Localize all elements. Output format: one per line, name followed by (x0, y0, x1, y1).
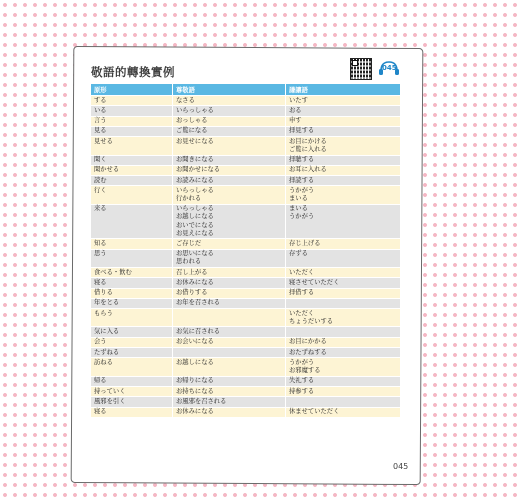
humble-form-cell (286, 137, 401, 155)
cell-text: もらう (94, 309, 113, 317)
plain-form-cell (91, 267, 173, 277)
humble-form-cell (286, 239, 401, 249)
cell-text: 拝読する (289, 176, 315, 184)
plain-form-cell (91, 327, 173, 337)
cell-text: たずねる (94, 348, 120, 356)
cell-text: 訪ねる (94, 358, 113, 366)
plain-form-cell (91, 397, 173, 407)
cell-text: お目にかかる (289, 338, 327, 346)
table-row (91, 298, 401, 308)
respectful-form-cell (173, 337, 286, 347)
cell-text: うかがう (289, 358, 315, 366)
respectful-form-cell (173, 176, 286, 186)
cell-text: まいる (289, 195, 308, 203)
cell-text: 気に入る (94, 328, 120, 336)
plain-form-cell (91, 239, 173, 249)
cell-text: お聞かせになる (176, 166, 221, 174)
plain-form-cell (91, 155, 173, 165)
respectful-form-cell (173, 137, 286, 155)
cell-text: いたす (289, 96, 308, 104)
respectful-form-cell (173, 165, 286, 175)
cell-text: お年を召される (176, 299, 221, 307)
cell-text: お風邪を召される (176, 397, 227, 405)
humble-form-cell (286, 176, 401, 186)
cell-text: する (94, 96, 107, 104)
plain-form-cell (91, 337, 173, 347)
table-row (91, 96, 401, 106)
table-row (91, 327, 401, 337)
cell-text: お休みになる (176, 408, 214, 416)
cell-text: お持ちになる (176, 387, 214, 395)
cell-text: お休みになる (176, 278, 214, 286)
cell-text: お思いになる (176, 250, 214, 258)
cell-text: おる (289, 106, 302, 114)
cell-text: 拝借する (289, 289, 315, 297)
respectful-form-cell (173, 407, 286, 417)
cell-text: お邪魔する (289, 366, 321, 374)
cell-text: おっしゃる (176, 117, 208, 125)
respectful-form-cell (173, 204, 286, 239)
cell-text: ちょうだいする (289, 317, 334, 325)
table-row (91, 176, 401, 186)
cell-text: いらっしゃる (176, 205, 214, 213)
plain-form-cell (91, 96, 173, 106)
humble-form-cell (286, 278, 401, 288)
cell-text: ご覧になる (176, 127, 208, 135)
header-humble-form: 謙讓語 (286, 84, 401, 96)
respectful-form-cell (173, 358, 286, 376)
cell-text: 拝見する (289, 127, 315, 135)
cell-text: 知る (94, 239, 107, 247)
cell-text: 読む (94, 176, 107, 184)
respectful-form-cell (173, 397, 286, 407)
humble-form-cell (286, 116, 401, 126)
humble-form-cell (286, 298, 401, 308)
respectful-form-cell (173, 386, 286, 396)
cell-text: 言う (94, 117, 107, 125)
cell-text: 持っていく (94, 387, 126, 395)
cell-text: いただく (289, 309, 315, 317)
humble-form-cell (286, 155, 401, 165)
plain-form-cell (91, 165, 173, 175)
humble-form-cell (286, 96, 401, 106)
cell-text: お越しになる (176, 213, 214, 221)
plain-form-cell (91, 204, 173, 239)
humble-form-cell (286, 288, 401, 298)
humble-form-cell (286, 126, 401, 136)
cell-text: 失礼する (289, 377, 315, 385)
humble-form-cell (286, 397, 401, 407)
humble-form-cell (286, 358, 401, 376)
plain-form-cell (91, 116, 173, 126)
audio-track-number: 045 (382, 64, 397, 72)
cell-text: 会う (94, 338, 107, 346)
humble-form-cell (286, 309, 401, 327)
humble-form-cell (286, 376, 401, 386)
plain-form-cell (91, 298, 173, 308)
cell-text: 行く (94, 186, 107, 194)
respectful-form-cell (173, 106, 286, 116)
table-row (91, 397, 401, 407)
humble-form-cell (286, 186, 401, 204)
cell-text: いる (94, 106, 107, 114)
cell-text: おたずねする (289, 348, 327, 356)
respectful-form-cell (173, 288, 286, 298)
table-row (91, 386, 401, 396)
cell-text: お気に召される (176, 328, 221, 336)
humble-form-cell (286, 267, 401, 277)
plain-form-cell (91, 126, 173, 136)
plain-form-cell (91, 176, 173, 186)
respectful-form-cell (173, 348, 286, 358)
respectful-form-cell (173, 298, 286, 308)
cell-text: お越しになる (176, 358, 214, 366)
cell-text: お見えになる (176, 229, 214, 237)
respectful-form-cell (173, 249, 286, 267)
cell-text: お読みになる (176, 176, 214, 184)
cell-text: いただく (289, 268, 315, 276)
respectful-form-cell (173, 376, 286, 386)
respectful-form-cell (173, 239, 286, 249)
cell-text: 風邪を引く (94, 397, 126, 405)
cell-text: お帰りになる (176, 377, 214, 385)
cell-text: 見る (94, 127, 107, 135)
cell-text: 思われる (176, 258, 202, 266)
qr-code-icon[interactable] (350, 58, 372, 80)
table-row (91, 267, 401, 277)
humble-form-cell (286, 348, 401, 358)
plain-form-cell (91, 249, 173, 267)
table-row (91, 337, 401, 347)
table-row (91, 186, 401, 204)
cell-text: 拝聴する (289, 156, 315, 164)
plain-form-cell (91, 106, 173, 116)
respectful-form-cell (173, 96, 286, 106)
table-row (91, 106, 401, 116)
plain-form-cell (91, 186, 173, 204)
cell-text: なさる (176, 96, 195, 104)
table-row (91, 376, 401, 386)
table-row (91, 155, 401, 165)
cell-text: 行かれる (176, 195, 202, 203)
cell-text: 持参する (289, 387, 315, 395)
cell-text: まいる (289, 205, 308, 213)
cell-text: 休ませていただく (289, 408, 340, 416)
respectful-form-cell (173, 267, 286, 277)
humble-form-cell (286, 327, 401, 337)
respectful-form-cell (173, 116, 286, 126)
table-row (91, 309, 401, 327)
page-title: 敬語的轉換實例 (91, 65, 175, 79)
cell-text: うかがう (289, 213, 315, 221)
respectful-form-cell (173, 327, 286, 337)
header-plain-form: 原形 (91, 84, 173, 96)
keigo-table (90, 83, 401, 418)
humble-form-cell (286, 386, 401, 396)
cell-text: うかがう (289, 186, 315, 194)
plain-form-cell (91, 137, 173, 155)
cell-text: 存じ上げる (289, 239, 321, 247)
page-number: 045 (393, 462, 409, 471)
cell-text: 召し上がる (176, 268, 208, 276)
cell-text: 聞かせる (94, 166, 120, 174)
table-row (91, 239, 401, 249)
humble-form-cell (286, 337, 401, 347)
table-row (91, 288, 401, 298)
cell-text: お見せになる (176, 137, 214, 145)
cell-text: 帰る (94, 377, 107, 385)
table-row (91, 137, 401, 155)
cell-text: おいでになる (176, 221, 214, 229)
cell-text: いらっしゃる (176, 106, 214, 114)
cell-text: 年をとる (94, 299, 120, 307)
table-row (91, 278, 401, 288)
cell-text: 借りる (94, 289, 113, 297)
cell-text: お目にかける (289, 137, 327, 145)
table-row (91, 204, 401, 239)
humble-form-cell (286, 204, 401, 239)
cell-text: ご覧に入れる (289, 145, 327, 153)
plain-form-cell (91, 407, 173, 417)
table-row (91, 116, 401, 126)
table-row (91, 358, 401, 376)
cell-text: 寝させていただく (289, 278, 340, 286)
table-row (91, 407, 401, 417)
plain-form-cell (91, 358, 173, 376)
cell-text: お会いになる (176, 338, 214, 346)
cell-text: 来る (94, 205, 107, 213)
plain-form-cell (91, 288, 173, 298)
cell-text: お聞きになる (176, 156, 214, 164)
header-respectful-form: 尊敬語 (173, 84, 286, 96)
plain-form-cell (91, 376, 173, 386)
respectful-form-cell (173, 278, 286, 288)
respectful-form-cell (173, 186, 286, 204)
table-row (91, 348, 401, 358)
plain-form-cell (91, 386, 173, 396)
cell-text: 食べる・飲む (94, 268, 132, 276)
cell-text: 寝る (94, 278, 107, 286)
plain-form-cell (91, 348, 173, 358)
table-row (91, 249, 401, 267)
cell-text: いらっしゃる (176, 186, 214, 194)
table-header-row (91, 84, 401, 96)
cell-text: お借りする (176, 289, 208, 297)
humble-form-cell (286, 165, 401, 175)
humble-form-cell (286, 407, 401, 417)
humble-form-cell (286, 106, 401, 116)
plain-form-cell (91, 278, 173, 288)
cell-text: 見せる (94, 137, 113, 145)
humble-form-cell (286, 249, 401, 267)
respectful-form-cell (173, 309, 286, 327)
table-row (91, 126, 401, 136)
cell-text: 聞く (94, 156, 107, 164)
cell-text: ご存じだ (176, 239, 202, 247)
cell-text: お耳に入れる (289, 166, 327, 174)
cell-text: 申す (289, 117, 302, 125)
cell-text: 思う (94, 250, 107, 258)
respectful-form-cell (173, 126, 286, 136)
cell-text: 存ずる (289, 250, 308, 258)
table-row (91, 165, 401, 175)
plain-form-cell (91, 309, 173, 327)
respectful-form-cell (173, 155, 286, 165)
cell-text: 寝る (94, 408, 107, 416)
